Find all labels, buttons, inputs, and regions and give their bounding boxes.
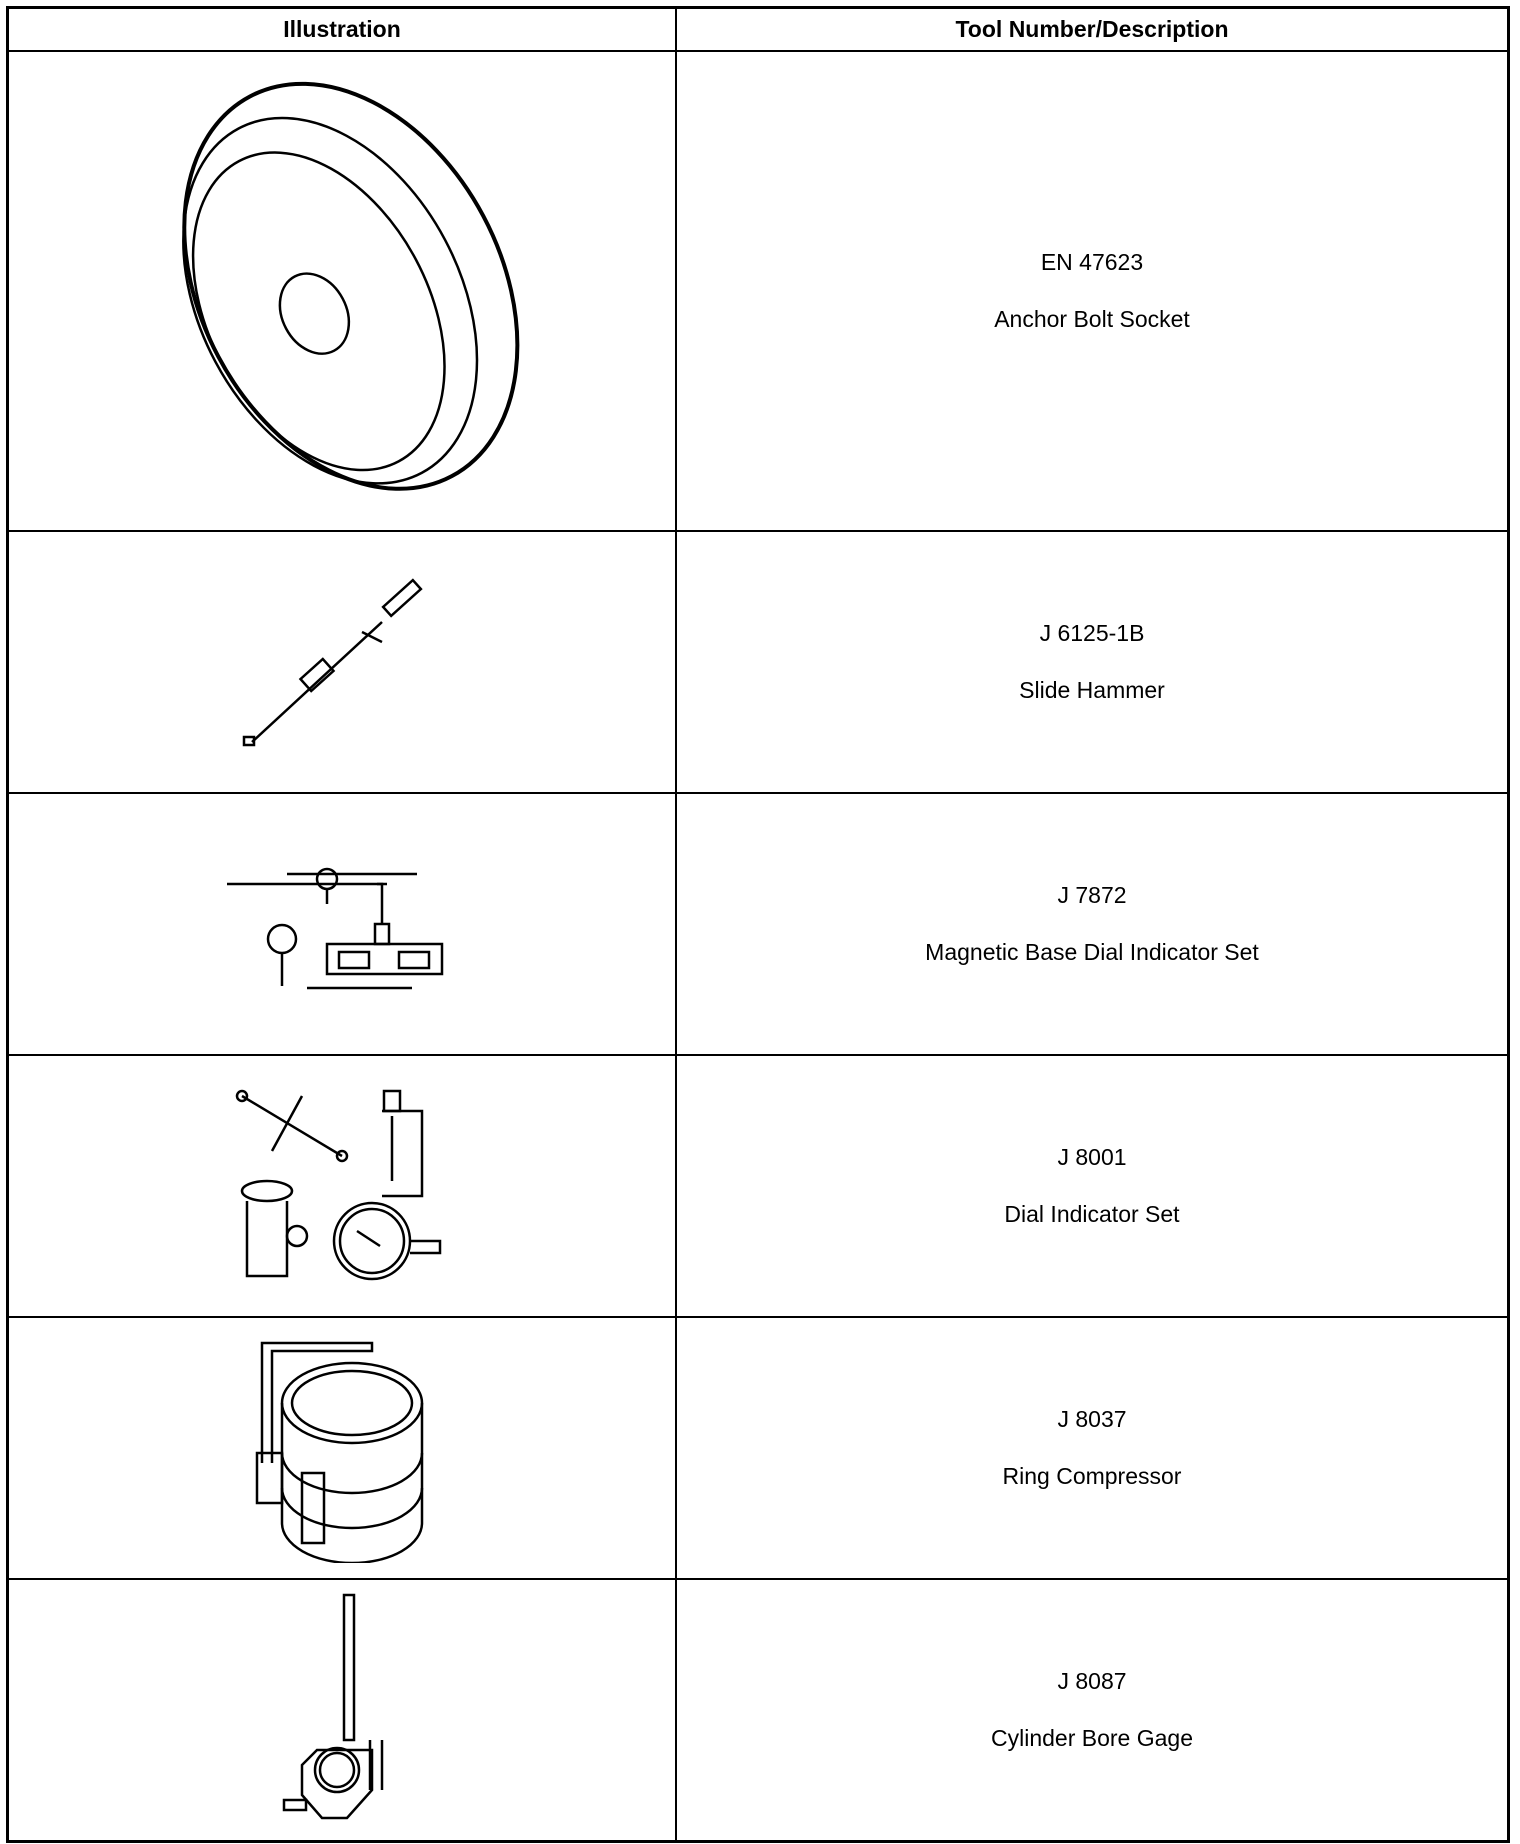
slide-hammer-illustration [232, 562, 452, 762]
illustration-cell [8, 1317, 677, 1579]
tool-description: Anchor Bolt Socket [994, 306, 1190, 332]
ring-compressor-illustration [242, 1333, 442, 1563]
cylinder-bore-gage-illustration [282, 1590, 402, 1830]
tool-cell [676, 531, 1509, 793]
dial-indicator-set-illustration [232, 1076, 452, 1296]
illustration-cell [8, 1579, 677, 1842]
tool-number: J 8087 [1057, 1668, 1127, 1694]
tool-cell [676, 1055, 1509, 1317]
illustration-cell [8, 1055, 677, 1317]
table-row [8, 1055, 1509, 1317]
table-row [8, 531, 1509, 793]
magnetic-base-dial-indicator-illustration [227, 854, 457, 994]
tool-description: Dial Indicator Set [1004, 1201, 1180, 1227]
illustration-cell [8, 531, 677, 793]
tool-description: Ring Compressor [1002, 1463, 1182, 1489]
tool-cell [676, 1579, 1509, 1842]
tool-description: Cylinder Bore Gage [991, 1725, 1193, 1751]
tool-number: J 6125-1B [1039, 620, 1145, 646]
tool-description: Slide Hammer [1019, 677, 1165, 703]
table-row [8, 793, 1509, 1055]
header-tool-description: Tool Number/Description [676, 8, 1509, 52]
anchor-bolt-socket-illustration [132, 66, 552, 516]
tool-number: J 7872 [1057, 882, 1127, 908]
tool-number: J 8037 [1057, 1406, 1127, 1432]
illustration-cell [8, 793, 677, 1055]
table-row [8, 1579, 1509, 1842]
table-row [8, 51, 1509, 531]
tool-cell [676, 1317, 1509, 1579]
illustration-cell [8, 51, 677, 531]
table-row [8, 1317, 1509, 1579]
special-tools-table [6, 6, 1510, 1843]
tool-number: J 8001 [1057, 1144, 1127, 1170]
tool-cell [676, 51, 1509, 531]
header-row [8, 8, 1509, 52]
tool-cell [676, 793, 1509, 1055]
tool-number: EN 47623 [1040, 249, 1144, 275]
header-illustration: Illustration [8, 8, 677, 52]
tool-description: Magnetic Base Dial Indicator Set [925, 939, 1259, 965]
